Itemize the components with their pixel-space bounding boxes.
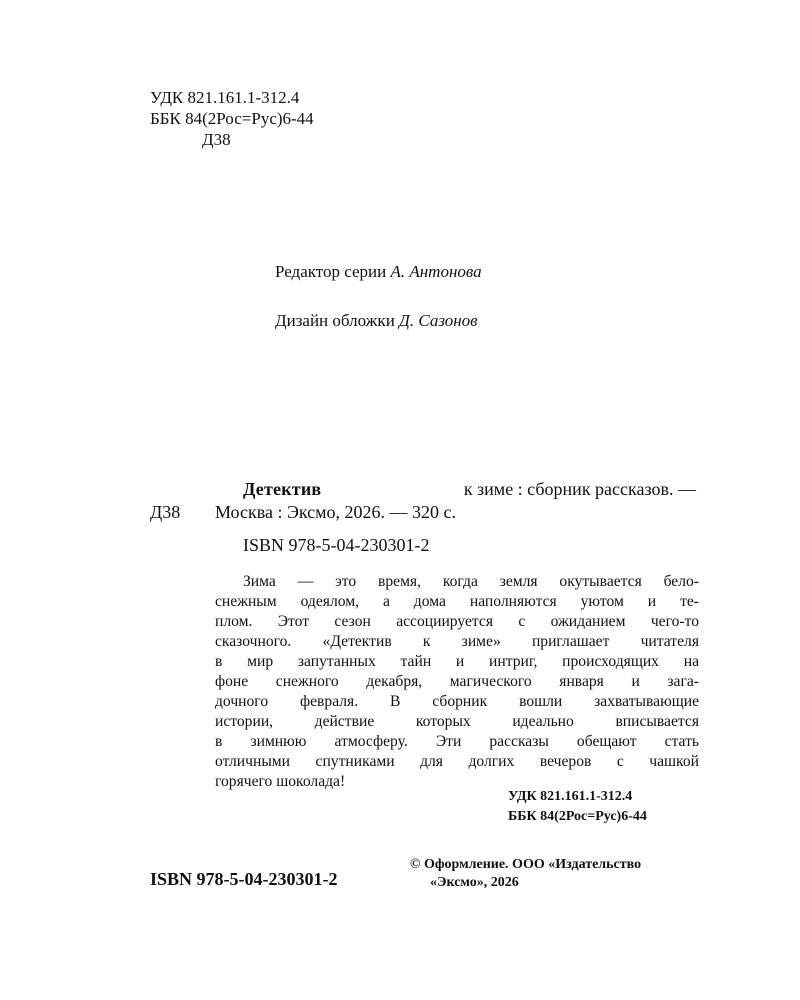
isbn-record: ISBN 978-5-04-230301-2: [243, 535, 430, 555]
cover-designer-role: Дизайн обложки: [275, 311, 395, 330]
isbn-bottom: ISBN 978-5-04-230301-2: [150, 869, 338, 889]
series-editor-credit: [275, 262, 482, 282]
cover-designer-name: Д. Сазонов: [399, 311, 478, 330]
udk-code-bottom: УДК 821.161.1-312.4: [508, 789, 633, 804]
copyright-line-1: © Оформление. ООО «Издательство: [410, 857, 642, 872]
bbk-code-top: ББК 84(2Рос=Рус)6-44: [150, 109, 314, 128]
series-editor-name: А. Антонова: [390, 262, 482, 281]
copyright-line-2: «Эксмо», 2026: [430, 875, 519, 890]
annotation-line: дочного февраля. В сборник вошли захватывающие: [215, 693, 699, 710]
publication-imprint: Москва : Эксмо, 2026. — 320 с.: [215, 502, 457, 522]
author-sign: Д38: [150, 502, 181, 522]
cover-designer-credit: [275, 311, 478, 331]
annotation-line: плом. Этот сезон ассоциируется с ожиданием чего-то: [215, 613, 699, 630]
bibliographic-title: [243, 479, 696, 499]
annotation-line: снежным одеялом, а дома наполняются уютом и те-: [215, 593, 699, 610]
series-editor-role: Редактор серии: [275, 262, 387, 281]
annotation-line: истории, действие которых идеально вписывается: [215, 713, 699, 730]
annotation-line: горячего шоколада!: [215, 773, 346, 790]
bbk-code-bottom: ББК 84(2Рос=Рус)6-44: [508, 809, 647, 824]
annotation-line: отличными спутниками для долгих вечеров с чашкой: [215, 753, 699, 770]
author-sign-top: Д38: [202, 130, 231, 149]
annotation-line: сказочного. «Детектив к зиме» приглашает читателя: [215, 633, 699, 650]
annotation-line: Зима — это время, когда земля окутывается бело-: [243, 573, 699, 590]
annotation-line: фоне снежного декабря, магического января и зага-: [215, 673, 699, 690]
book-subtitle: к зиме : сборник рассказов. —: [463, 479, 696, 499]
book-title: Детектив: [243, 479, 322, 499]
annotation-line: в мир запутанных тайн и интриг, происходящих на: [215, 653, 699, 670]
annotation-line: в зимнюю атмосферу. Эти рассказы обещают стать: [215, 733, 699, 750]
annotation-text: [215, 572, 699, 792]
udk-code-top: УДК 821.161.1-312.4: [150, 88, 300, 107]
